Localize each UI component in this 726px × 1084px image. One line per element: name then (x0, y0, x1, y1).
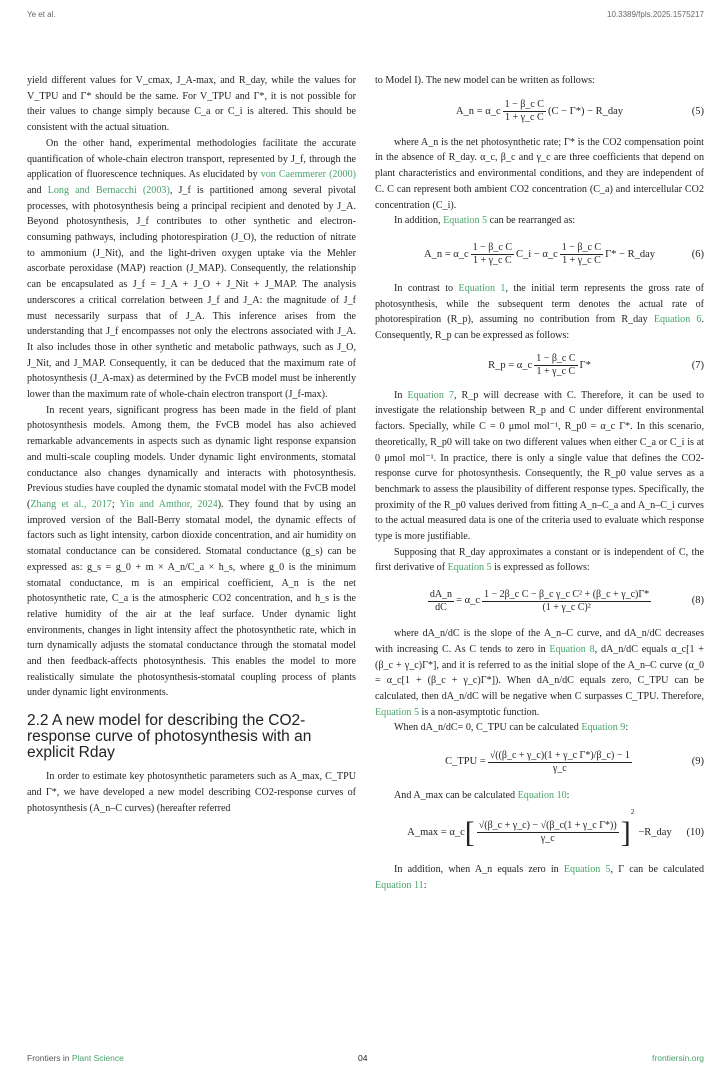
equation-link[interactable]: Equation 5 (447, 562, 492, 574)
equation-number: (10) (686, 826, 704, 838)
paragraph: On the other hand, experimental methodologies facilitate the accurate quantification of whole-chain electron transport, represented by J_f, through the application of fluorescence techniques. As elucidated by von Caemmerer (2000) and Long and Bernacchi (2003), J_f is partitioned among several pivotal processes, with photosynthesis being a principal recipient and denoted by J_A. Beyond photosynthesis, J_f contributes to other synthetic and electron-consuming pathways, including photorespiration (J_O), the reduction of nitrate to ammonium (J_Nit), and the light-driven oxygen uptake via the Mehler ascorbate peroxidase (MAP) reaction (J_MAP). Consequently, the relationship can be encapsulated as J_f = J_A + J_O + J_Nit + J_MAP. The analysis underscores a critical correlation between J_f and J_A: the magnitude of J_f must necessarily surpass that of J_A. This inference arises from the understanding that J_f encompasses not only the electrons associated with J_A. It also includes those in other synthetic and metabolic pathways, such as J_O, J_Nit, and J_MAP. Consequently, it can be deduced that the maximum rate of photosynthesis (J_A-max) as determined by the FvCB model must be inherently lower than the maximum rate of whole-chain electron transport (J_f-max). (27, 137, 356, 401)
paragraph: In addition, when A_n equals zero in Equation 5, Γ can be calculated Equation 11: (375, 863, 704, 891)
equation-link[interactable]: Equation 8 (549, 643, 595, 655)
paragraph: In contrast to Equation 1, the initial term represents the gross rate of photosynthesis, while the subsequent term denotes the actual rate of photorespiration (R_p), assuming no contribution from R_day Equation 6. Consequently, R_p can be expressed as follows: (375, 282, 704, 342)
site-link[interactable]: frontiersin.org (652, 1053, 704, 1063)
equation-link[interactable]: Equation 5 (443, 215, 488, 227)
equation-link[interactable]: Equation 11 (375, 879, 424, 891)
right-column (375, 73, 704, 893)
equation-link[interactable]: Equation 10 (517, 790, 567, 802)
equation-number: (6) (691, 249, 704, 261)
equation-link[interactable]: Equation 1 (458, 282, 506, 294)
equation-number: (7) (691, 359, 704, 371)
page-number: 04 (358, 1053, 368, 1063)
footer-journal: Frontiers in Plant Science (27, 1053, 124, 1063)
equation-link[interactable]: Equation 7 (407, 389, 454, 401)
paragraph: Supposing that R_day approximates a constant or is independent of C, the first derivative of Equation 5 is expressed as follows: (375, 546, 704, 574)
paragraph: And A_max can be calculated Equation 10: (394, 790, 570, 802)
equation-7: R_p = α_c $\frac{\text{1 − β\_c C}}{\text{1 + γ\_c C}}$ Γ* (7) (488, 353, 704, 378)
journal-link[interactable]: Plant Science (71, 1053, 124, 1063)
paragraph: In Equation 7, R_p will decrease with C. Therefore, it can be used to investigate the relationship between R_p and C under different environmental factors. Specially, while C = 0 μmol mol⁻¹, R_p0 = α_c Γ*. In this scenario, theoretically, R_p0 will take on two different values when either C_a or C_i is at 0 μmol mol⁻¹. In practice, there is only a single value that defines the CO2-response curve for photosynthesis. Consequently, the R_p0 value serves as a benchmark to assess the plausibility of different response types. Specifically, the proximity of the R_p0 values derived from fitting A_n–C_a and A_n–C_i curves to the actual measured data is one of the criteria used to evaluate which response type is more justifiable. (375, 389, 704, 543)
running-author: Ye et al. (27, 10, 56, 19)
equation-link[interactable]: Equation 5 (375, 706, 420, 718)
equation-link[interactable]: Equation 6 (653, 314, 702, 326)
paragraph: where dA_n/dC is the slope of the A_n–C curve, and dA_n/dC decreases with increasing C. As C tends to zero in Equation 8, dA_n/dC equals α_c[1 + (β_c + γ_c)Γ*], and it is referred to as the initial slope of the A_n–C curve (α_0 = α_c[1 + (β_c + γ_c)Γ*]). When dA_n/dC equals zero, C_TPU can be calculated, then dA_n/dC will be negative when C surpasses C_TPU. Therefore, Equation 5 is a non-asymptotic function. (375, 628, 704, 718)
equation-5: A_n = α_c $\frac{\text{1 − β\_c C}}{\text{1 + γ\_c C}}$ (C − Γ*) − R_day (5) (455, 99, 704, 124)
paragraph: yield different values for V_cmax, J_A-max, and R_day, while the values for V_TPU and Γ* should be the same. For V_TPU and Γ*, it is not possible for their values to change simply because C_a or C_i is altered. This should be consistent with the actual situation. (27, 75, 356, 134)
equation-8: $\frac{dA\_n}{dC}$ = α_c $\frac{\text{1 − 2β\_c C − β\_c γ\_c C² + (β\_c + γ\_c)Γ*}}{\text{(1 + γ\_c C)²}}$ (8) (429, 588, 704, 613)
equation-link[interactable]: Equation 5 (563, 863, 611, 875)
equation-number: (9) (691, 756, 704, 768)
citation-link[interactable]: Zhang et al., 2017 (30, 498, 112, 510)
paragraph: where A_n is the net photosynthetic rate; Γ* is the CO2 compensation point in the absence of R_day. α_c, β_c and γ_c are three coefficients that depend on plant characteristics and environmental conditions, and they are independent of C. C can represent both ambient CO2 concentration (C_a) and intercellular CO2 concentration (C_i). (375, 136, 704, 211)
equation-10: A_max = α_c [ $\frac{\text{√(β\_c + γ\_c) − √(β\_c(1 + γ\_c Γ*))}}{\gamma\_c}$ ] 2 −R_day (10) (407, 806, 704, 849)
paragraph: When dA_n/dC= 0, C_TPU can be calculated Equation 9: (394, 722, 629, 734)
citation-link[interactable]: Yin and Amthor, 2024 (119, 498, 218, 510)
paragraph: In order to estimate key photosynthetic parameters such as A_max, C_TPU and Γ*, we have developed a new model describing CO2-response curves of photosynthesis (A_n–C curves) (hereafter referred (27, 771, 356, 814)
paragraph: In addition, Equation 5 can be rearranged as: (394, 215, 576, 227)
equation-9: C_TPU = $\frac{\text{√((β\_c + γ\_c)(1 + γ\_c Γ*)/β\_c) − 1}}{\gamma\_c}$ (9) (445, 749, 704, 774)
left-column (27, 73, 356, 816)
section-heading: 2.2 A new model for describing the CO2-response curve of photosynthesis with an explicit Rday (27, 712, 312, 762)
paragraph: to Model I). The new model can be written as follows: (375, 75, 595, 86)
citation-link[interactable]: Long and Bernacchi (2003) (47, 184, 170, 196)
equation-6: A_n = α_c $\frac{\text{1 − β\_c C}}{\text{1 + γ\_c C}}$ C_i − α_c $\frac{\text{1 − β\_c C}}{\text{1 + γ\_c C}}$ Γ* − R_day (6) (423, 242, 704, 267)
equation-number: (5) (691, 105, 704, 117)
doi: 10.3389/fpls.2025.1575217 (607, 10, 704, 19)
paragraph: In recent years, significant progress has been made in the field of plant photosynthesis models. Among them, the FvCB model has also achieved remarkable advancements in aspects such as dynamic light response expansion and multi-scale coupling models. Under dynamic light environments, stomatal conductance also changes dynamically and interacts with photosynthesis. Previous studies have coupled the dynamic stomatal model with the FvCB model (Zhang et al., 2017; Yin and Amthor, 2024). They found that by using an improved version of the Ball-Berry stomatal model, the dynamic effects of factors such as light intensity, carbon dioxide concentration, and air humidity on stomatal conductance can be considered. Stomatal conductance (g_s) can be expressed as: g_s = g_0 + m × A_n/C_a × h_s, where g_0 is the minimum stomatal conductance, m is an empirical coefficient, A_n is the net photosynthetic rate, C_a is the atmospheric CO2 concentration, and h_s is the relative humidity of the air at the leaf surface. Under dynamic light environments, changes in light intensity affect the photosynthetic rate, which in turn dynamically adjusts the stomatal conductance through the stomatal model and then feedback-affects photosynthesis. This enables the model to more realistically simulate the photosynthesis-stomatal coupling process of plants under dynamic light environments. (27, 404, 356, 699)
equation-link[interactable]: Equation 9 (581, 722, 626, 734)
citation-link[interactable]: von Caemmerer (2000) (260, 169, 356, 181)
equation-number: (8) (691, 595, 704, 607)
